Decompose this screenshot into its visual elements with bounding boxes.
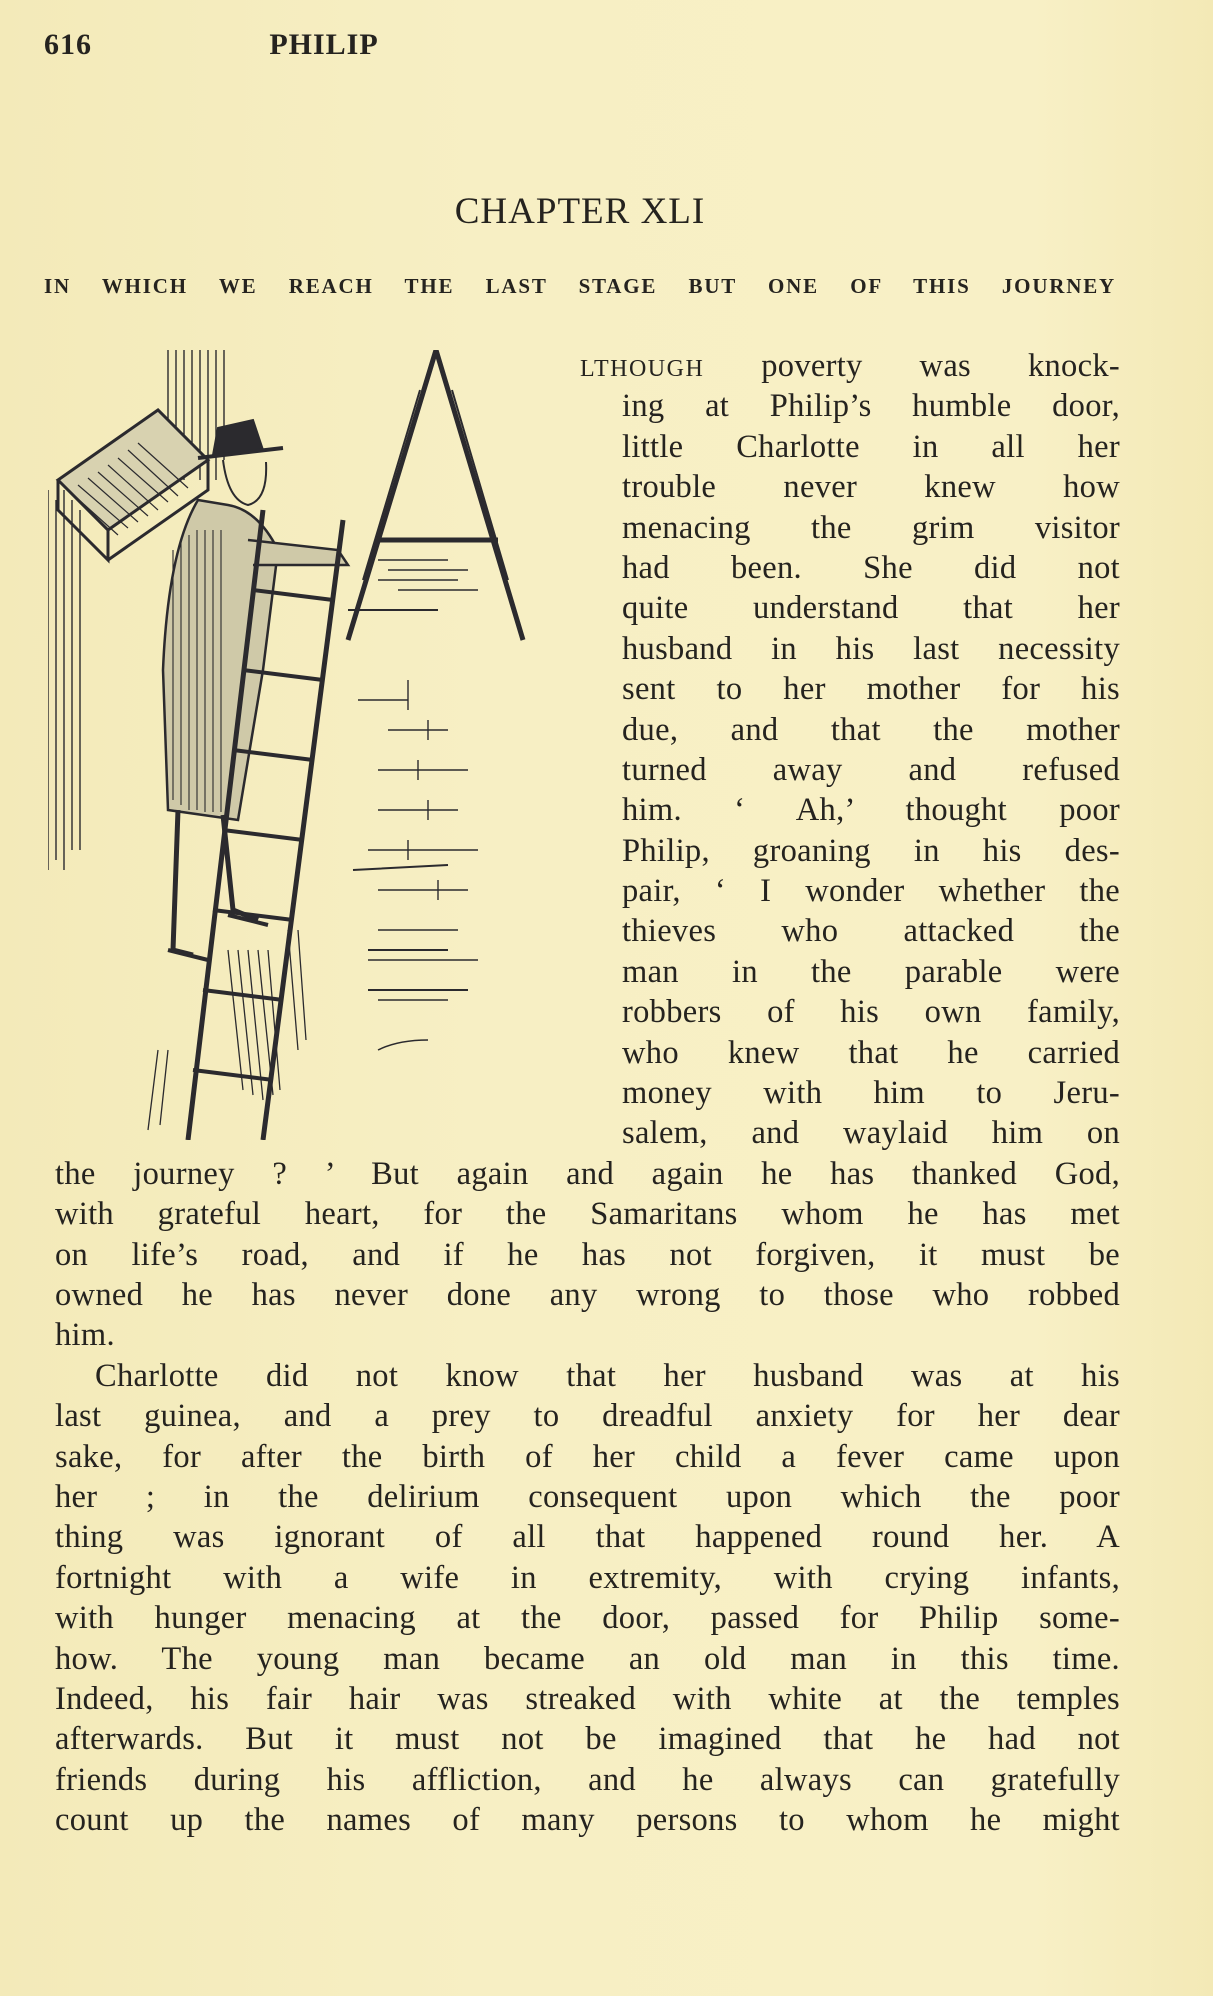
text-line: menacing the grim visitor [622, 509, 1120, 546]
text-line: with hunger menacing at the door, passed for Philip some- [55, 1600, 1120, 1637]
line-fragment: poverty was knock- [704, 348, 1120, 384]
text-line: her ; in the delirium consequent upon which the poor [55, 1478, 1120, 1515]
text-line: due, and that the mother [622, 711, 1120, 748]
running-title: PHILIP [269, 28, 379, 61]
text-line: him. [55, 1317, 115, 1354]
text-line: on life’s road, and if he has not forgiven, it must be [55, 1236, 1120, 1273]
text-line: trouble never knew how [622, 469, 1120, 506]
text-line: who knew that he carried [622, 1034, 1120, 1071]
text-line: turned away and refused [622, 751, 1120, 788]
text-line: Charlotte did not know that her husband was at his [95, 1357, 1120, 1394]
text-line: money with him to Jeru- [622, 1075, 1120, 1112]
text-line: husband in his last necessity [622, 630, 1120, 667]
text-line: pair, ‘ I wonder whether the [622, 873, 1120, 910]
text-line: little Charlotte in all her [622, 428, 1120, 465]
text-line [580, 346, 1120, 386]
text-line: ing at Philip’s humble door, [622, 388, 1120, 425]
text-line: thieves who attacked the [622, 913, 1120, 950]
text-line: quite understand that her [622, 590, 1120, 627]
text-line: robbers of his own family, [622, 994, 1120, 1031]
text-line: man in the parable were [622, 953, 1120, 990]
chapter-text [55, 346, 1120, 1840]
chapter-heading: CHAPTER XLI [454, 191, 706, 232]
text-line: thing was ignorant of all that happened round her. A [55, 1519, 1120, 1556]
text-line: Philip, groaning in his des- [622, 832, 1120, 869]
chapter-subtitle: IN WHICH WE REACH THE LAST STAGE BUT ONE OF THIS JOURNEY [44, 274, 1116, 298]
text-line: friends during his affliction, and he always can gratefully [55, 1761, 1120, 1798]
text-line: sent to her mother for his [622, 671, 1120, 708]
running-header [44, 28, 1124, 68]
text-line: with grateful heart, for the Samaritans whom he has met [55, 1196, 1120, 1233]
text-line: had been. She did not [622, 549, 1120, 586]
text-line: him. ‘ Ah,’ thought poor [622, 792, 1120, 829]
text-line: the journey ? ’ But again and again he has thanked God, [55, 1155, 1120, 1192]
text-line: owned he has never done any wrong to those who robbed [55, 1276, 1120, 1313]
text-line: last guinea, and a prey to dreadful anxiety for her dear [55, 1398, 1120, 1435]
text-line: Indeed, his fair hair was streaked with white at the temples [55, 1680, 1120, 1717]
page-number: 616 [44, 28, 92, 61]
text-line: fortnight with a wife in extremity, with crying infants, [55, 1559, 1120, 1596]
first-word-smallcaps: LTHOUGH [580, 356, 705, 382]
text-line: sake, for after the birth of her child a fever came upon [55, 1438, 1120, 1475]
text-line: how. The young man became an old man in this time. [55, 1640, 1120, 1677]
text-line: count up the names of many persons to whom he might [55, 1802, 1120, 1839]
text-line: salem, and waylaid him on [622, 1115, 1120, 1152]
text-line: afterwards. But it must not be imagined that he had not [55, 1721, 1120, 1758]
